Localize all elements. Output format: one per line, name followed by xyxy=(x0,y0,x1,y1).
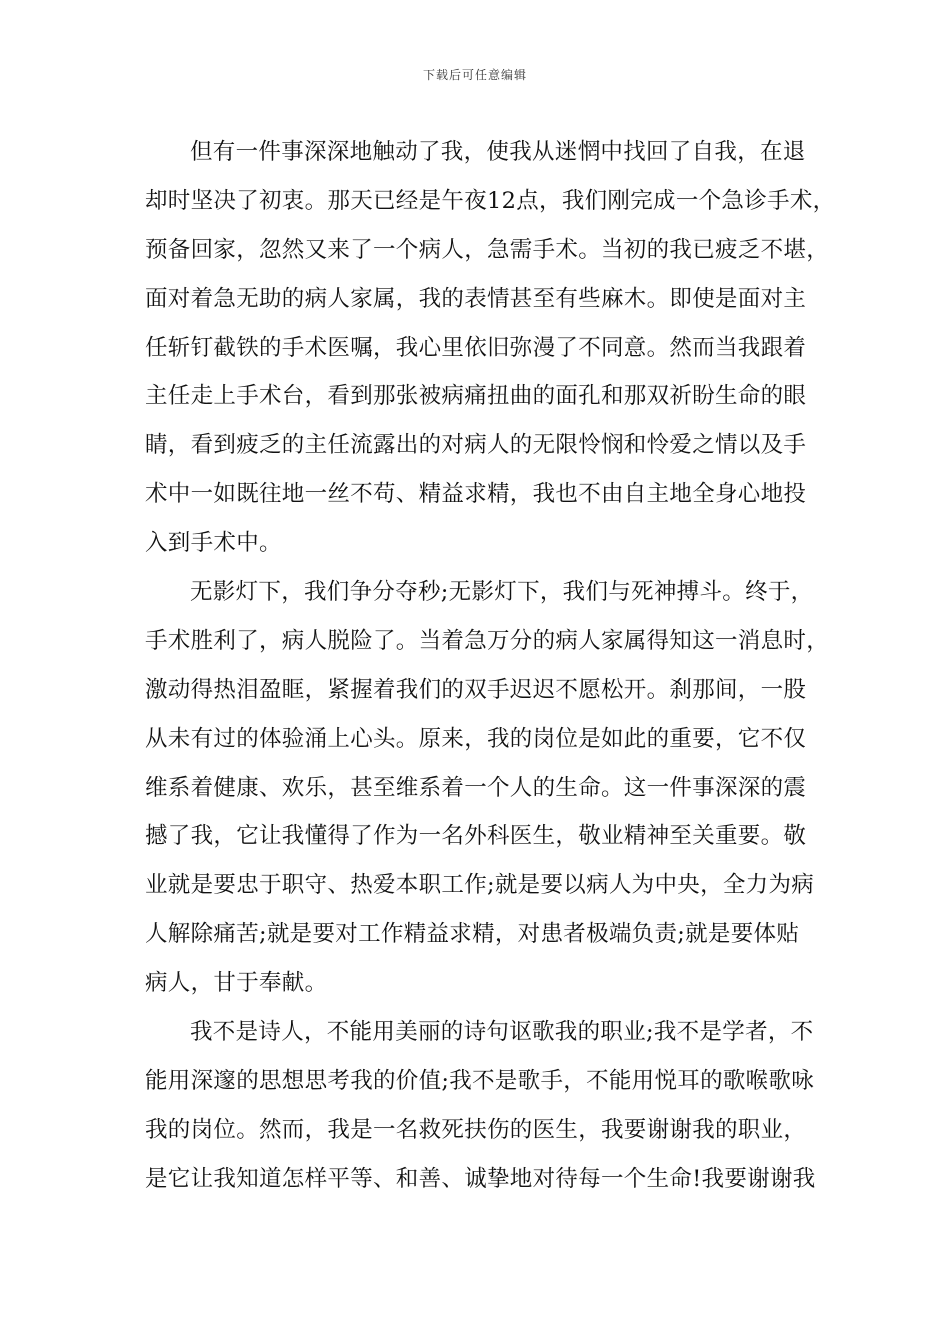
paragraph-2-line-2: 手术胜利了，病人脱险了。当着急万分的病人家属得知这一消息时， xyxy=(145,627,830,654)
paragraph-2-line-3: 激动得热泪盈眶，紧握着我们的双手迟迟不愿松开。刹那间，一股 xyxy=(145,676,807,703)
paragraph-1-line-2: 却时坚决了初衷。那天已经是午夜12点，我们刚完成一个急诊手术， xyxy=(145,187,836,214)
paragraph-1-line-4: 面对着急无助的病人家属，我的表情甚至有些麻木。即使是面对主 xyxy=(145,285,807,312)
paragraph-1-line-9: 入到手术中。 xyxy=(145,530,282,557)
paragraph-1-line-6: 主任走上手术台，看到那张被病痛扭曲的面孔和那双祈盼生命的眼 xyxy=(145,383,807,410)
paragraph-2-line-4: 从未有过的体验涌上心头。原来，我的岗位是如此的重要，它不仅 xyxy=(145,725,807,752)
paragraph-3-line-2: 能用深邃的思想思考我的价值;我不是歌手，不能用悦耳的歌喉歌咏 xyxy=(145,1067,815,1094)
document-body xyxy=(145,128,836,1204)
paragraph-2-line-9: 病人，甘于奉献。 xyxy=(145,970,328,997)
paragraph-3-line-4: 是它让我知道怎样平等、和善、诚挚地对待每一个生命!我要谢谢我 xyxy=(145,1165,816,1192)
paragraph-1-line-3: 预备回家，忽然又来了一个病人，急需手术。当初的我已疲乏不堪， xyxy=(145,236,830,263)
paragraph-1-line-7: 睛，看到疲乏的主任流露出的对病人的无限怜悯和怜爱之情以及手 xyxy=(145,432,807,459)
paragraph-1-line-5: 任斩钉截铁的手术医嘱，我心里依旧弥漫了不同意。然而当我跟着 xyxy=(145,334,807,361)
paragraph-3-line-3: 我的岗位。然而，我是一名救死扶伤的医生，我要谢谢我的职业， xyxy=(145,1116,807,1143)
paragraph-2-line-1: 无影灯下，我们争分夺秒;无影灯下，我们与死神搏斗。终于， xyxy=(190,579,814,606)
paragraph-2-line-6: 撼了我，它让我懂得了作为一名外科医生，敬业精神至关重要。敬 xyxy=(145,823,807,850)
paragraph-1-line-8: 术中一如既往地一丝不苟、精益求精，我也不由自主地全身心地投 xyxy=(145,481,807,508)
paragraph-1-line-1: 但有一件事深深地触动了我，使我从迷惘中找回了自我，在退 xyxy=(190,139,806,165)
paragraph-2-line-7: 业就是要忠于职守、热爱本职工作;就是要以病人为中央，全力为病 xyxy=(145,872,815,899)
page-header: 下载后可任意编辑 xyxy=(422,68,527,82)
paragraph-2-line-8: 人解除痛苦;就是要对工作精益求精，对患者极端负责;就是要体贴 xyxy=(145,921,800,948)
paragraph-2-line-5: 维系着健康、欢乐，甚至维系着一个人的生命。这一件事深深的震 xyxy=(145,774,807,801)
paragraph-3-line-1: 我不是诗人，不能用美丽的诗句讴歌我的职业;我不是学者，不 xyxy=(190,1019,814,1046)
